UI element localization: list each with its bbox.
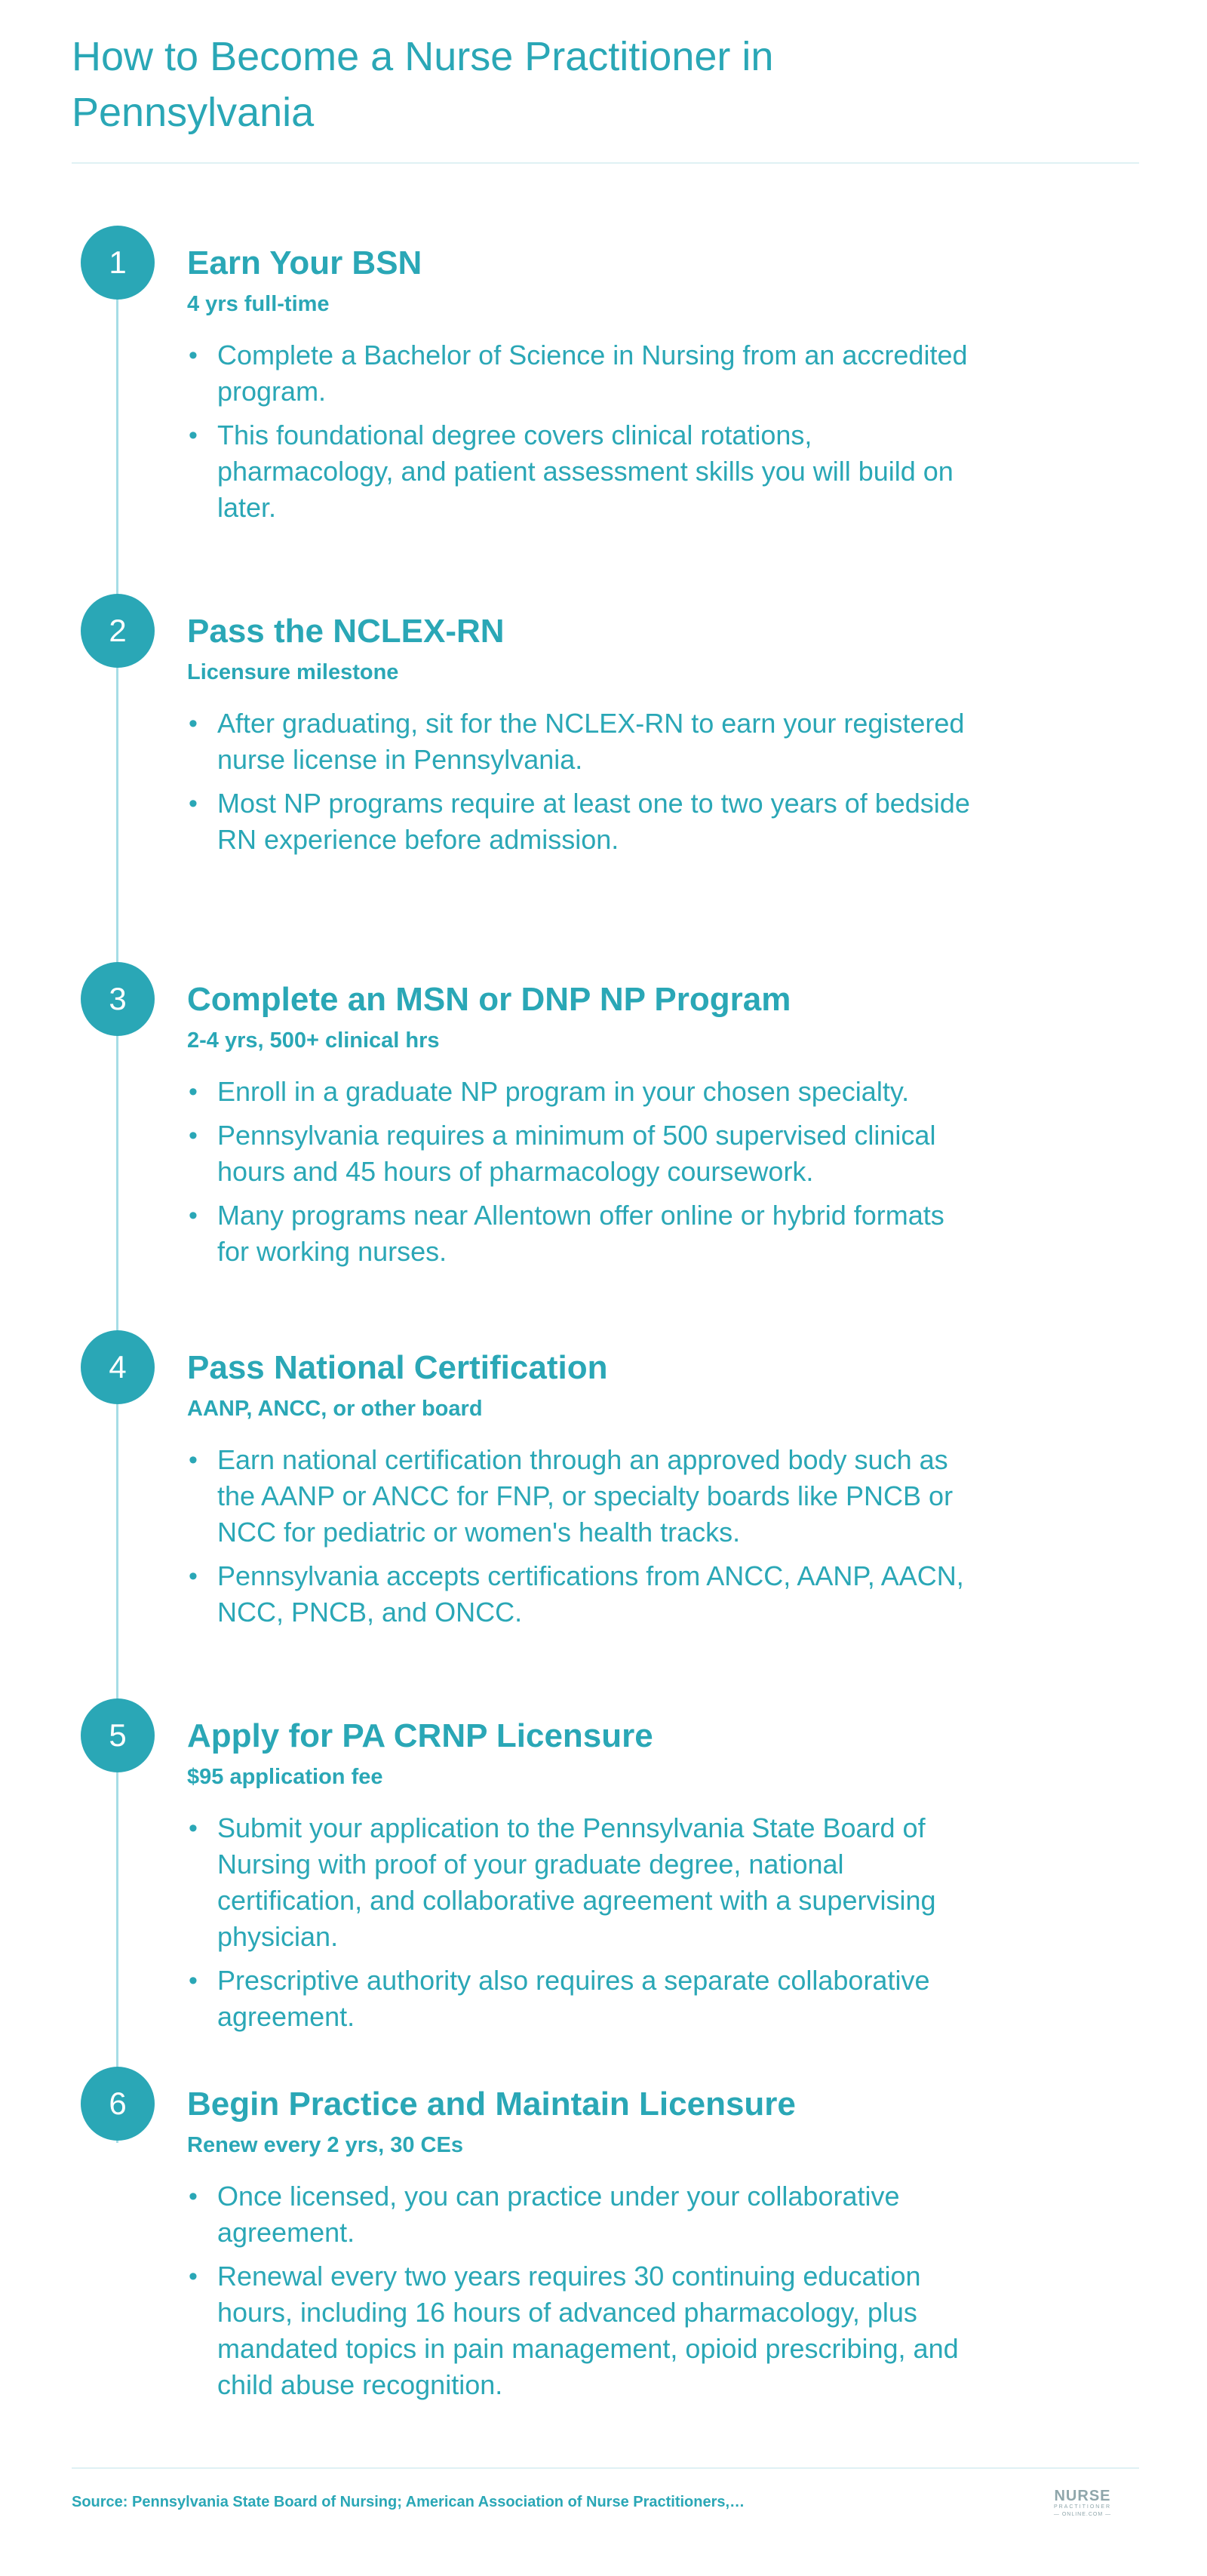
step-bullet-list <box>187 2178 979 2411</box>
step-bullet-list <box>187 705 979 865</box>
step-title: Begin Practice and Maintain Licensure <box>187 2086 796 2123</box>
footer-divider <box>72 2467 1139 2469</box>
step-number-badge: 5 <box>81 1698 155 1772</box>
step-title: Complete an MSN or DNP NP Program <box>187 981 791 1018</box>
logo-subtext: PRACTITIONER <box>1053 2504 1112 2510</box>
logo-wordmark: NURSE <box>1054 2488 1111 2504</box>
timeline-line <box>116 264 118 2143</box>
step-subtitle: $95 application fee <box>187 1765 383 1789</box>
step-number-badge: 1 <box>81 226 155 300</box>
step-title: Pass the NCLEX-RN <box>187 613 505 650</box>
bullet-item: • Prescriptive authority also requires a separate collaborative agreement. <box>187 1963 979 2035</box>
step-number-badge: 6 <box>81 2067 155 2141</box>
brand-logo[interactable] <box>1041 2488 1124 2523</box>
step-bullet-list <box>187 1074 979 1277</box>
step-subtitle: Renew every 2 yrs, 30 CEs <box>187 2133 463 2157</box>
step-number-badge: 3 <box>81 962 155 1036</box>
step-number-badge: 4 <box>81 1330 155 1404</box>
bullet-item: • Submit your application to the Pennsylvania State Board of Nursing with proof of your graduate degree, national certification, and collaborative agreement with a supervising physician. <box>187 1810 979 1955</box>
step-title: Apply for PA CRNP Licensure <box>187 1717 653 1754</box>
header-divider <box>72 162 1139 164</box>
step-subtitle: AANP, ANCC, or other board <box>187 1397 483 1421</box>
step-bullet-list <box>187 1442 979 1638</box>
step-title: Earn Your BSN <box>187 244 422 281</box>
step-number-badge: 2 <box>81 594 155 668</box>
bullet-item: • Enroll in a graduate NP program in your chosen specialty. <box>187 1074 979 1110</box>
source-note: Source: Pennsylvania State Board of Nursing; American Association of Nurse Practitioners,… <box>72 2494 745 2510</box>
bullet-item: • This foundational degree covers clinical rotations, pharmacology, and patient assessment skills you will build on later. <box>187 417 979 526</box>
bullet-item: • After graduating, sit for the NCLEX-RN to earn your registered nurse license in Pennsylvania. <box>187 705 979 778</box>
step-subtitle: Licensure milestone <box>187 660 399 684</box>
bullet-item: • Renewal every two years requires 30 continuing education hours, including 16 hours of advanced pharmacology, plus mandated topics in pain management, opioid prescribing, and child abuse recognition. <box>187 2258 979 2403</box>
page-title: How to Become a Nurse Practitioner in Pennsylvania <box>72 34 774 135</box>
step-bullet-list <box>187 1810 979 2043</box>
bullet-item: • Complete a Bachelor of Science in Nursing from an accredited program. <box>187 337 979 410</box>
logo-domain: — ONLINE.COM — <box>1053 2512 1112 2517</box>
bullet-item: • Pennsylvania accepts certifications from ANCC, AANP, AACN, NCC, PNCB, and ONCC. <box>187 1558 979 1631</box>
step-bullet-list <box>187 337 979 533</box>
step-title: Pass National Certification <box>187 1349 608 1386</box>
bullet-item: • Many programs near Allentown offer online or hybrid formats for working nurses. <box>187 1197 979 1270</box>
step-subtitle: 2-4 yrs, 500+ clinical hrs <box>187 1028 440 1053</box>
step-subtitle: 4 yrs full-time <box>187 292 330 316</box>
bullet-item: • Pennsylvania requires a minimum of 500 supervised clinical hours and 45 hours of pharmacology coursework. <box>187 1117 979 1190</box>
bullet-item: • Once licensed, you can practice under your collaborative agreement. <box>187 2178 979 2251</box>
bullet-item: • Earn national certification through an approved body such as the AANP or ANCC for FNP, or specialty boards like PNCB or NCC for pediatric or women's health tracks. <box>187 1442 979 1551</box>
bullet-item: • Most NP programs require at least one to two years of bedside RN experience before admission. <box>187 785 979 858</box>
